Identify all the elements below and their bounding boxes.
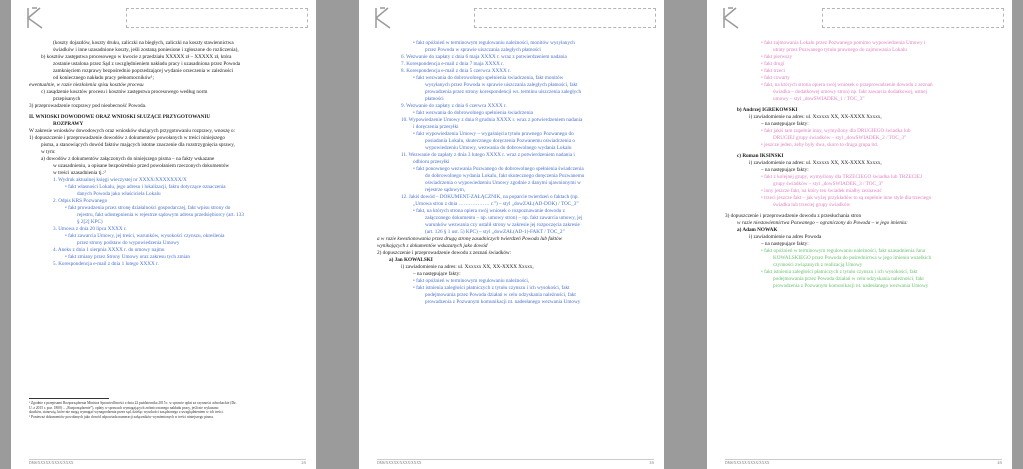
text-line: wypowiedzeniu Umowy, wezwania do dobrowolnego wydania Lokalu (425, 145, 572, 151)
footer-page-number: 3/6 (649, 461, 654, 465)
text-line: – na następujące fakty: (413, 271, 461, 277)
footnote-line: ² Ponieważ dokumentów powołanych jako dowód odpowiada numeracji załączników wymienionych w treści niniejszego pisma. (29, 414, 214, 419)
text-line: • fakt opóźnień w terminowym regulowaniu należności, monitów wysyłanych (413, 40, 575, 46)
text-line: przez strony podstaw do wypowiedzenia Umowy (77, 240, 180, 246)
text-line: – na następujące fakty: (761, 241, 809, 247)
text-line: w treści uzasadnienia tj.:² (53, 170, 106, 176)
text-line: • fakt zmiany przez Strony Umowy oraz zakresu tych zmian (65, 254, 190, 260)
text-line: c) Roman IKSIŃSKI (737, 153, 784, 159)
text-line: w uzasadnieniu, a opisane bezpośrednio przed powołaniem rzeczonych dokumentów (53, 163, 230, 169)
text-line: 1. Wydruk aktualnej księgi wieczystej nr XXXX/XXXXXXX/X (53, 177, 187, 183)
text-line: ewentualnie, w razie niezłożenia spisu kosztów procesu (29, 82, 144, 88)
text-line: świadków i inne uzasadnione koszty, jeśli zostaną poniesione i zgłoszone do rozliczenia), (53, 47, 239, 53)
text-line: • fakt trzeci (761, 68, 785, 74)
text-line: i) zawiadomienie na adres: ul. Xxxxxx XX, XX-XXXX Xxxxx, (749, 160, 882, 166)
text-line: 12. Jakiś dowód – DOKUMENT-ZAŁĄCZNIK, na poparcie twierdzeń o faktach (np. (401, 194, 579, 200)
text-line: do dobrowolnego wydania Lokalu, fakt skutecznego doręczenia Pozwanemu (425, 173, 585, 179)
company-logo-icon (25, 7, 45, 29)
footer-doc-id: DMS/XXXXX/XXXX/XXXX (377, 461, 422, 465)
text-line: świadka lub trzeciej grupy świadków (773, 202, 851, 208)
text-line: • fakt opóźnień w terminowym regulowaniu należności, fakt uzasadnienia Jana (761, 248, 926, 254)
text-line: (art. 126 § 1 ust. 5) KPC) – styl „dowZAŁ(AD-1)-FAKT / TOC_2” (425, 229, 565, 235)
text-line: a) dowodów z dokumentów załączonych do niniejszego pisma – na fakty wskazane (41, 156, 215, 162)
text-line: • fakt, na których strona opiera swój wniosek o rozpoznawanie dowodu z (413, 208, 565, 214)
text-line: świadka – dodatkowej umowy stron) np. fakt zawarcia dodatkowej, ustnej (773, 89, 927, 95)
text-line: od koniecznego nakładu pracy pełnomocników¹; (53, 75, 154, 81)
text-line: podejmowania przez Powoda działań w celu odzyskania należności, fakt (425, 292, 576, 298)
text-line: • trzeci jeszcze fakt – jak wyżej przykładów to są zupełnie inne style dla trzeciego (761, 195, 932, 201)
text-line: – na następujące fakty: (761, 121, 809, 127)
text-line: • fakt wypowiedzenia Umowy – wygaśnięcia tytułu prawnego Pozwanego do (413, 131, 574, 137)
text-line: i) zawiadomienie na adres Powoda (749, 234, 822, 240)
text-line: pisma, a stanowiących dowód faktów mających istotne znaczenie dla rozstrzygnięcia sprawy, (41, 142, 235, 148)
footnote-rule (29, 398, 109, 399)
text-line: • fakt wezwania do dobrowolnego spełnienia świadczenia, fakt monitów (413, 75, 564, 81)
text-line: w tym: (41, 149, 56, 155)
text-line: oświadczenia o wypowiedzeniu Umowy zgodnie z danymi ujawnionymi w (425, 180, 581, 186)
text-line: wynikających z dokumentów wskazanych jako dowód (377, 243, 488, 249)
text-line: 1) dopuszczenie i przeprowadzenie dowodów z dokumentów powołanych w treści niniejszego (29, 135, 225, 141)
text-line: danych Powoda jako właściciela Lokalu (77, 191, 161, 197)
page-footer (377, 459, 654, 465)
text-line: • fakt czwarty (761, 75, 790, 81)
footnote-line: skutków, stanowią, które nie mogą wymagać wynagrodzenia przez sąd, dzieląc wysokości zasądzonego z uwzględnieniem w ich treści. (29, 410, 224, 415)
text-line: utraty przez Pozwanego tytułu prawnego do zajmowania Lokalu (773, 47, 907, 53)
text-line: umowy – styl „dowŚWIADEK_1 / TOC_3” (773, 96, 865, 102)
header-placeholder-box (126, 8, 308, 28)
text-line: W zakresie wniosków dowodowych oraz wniosków służących przygotowaniu rozprawy, wnoszę o: (29, 128, 236, 134)
text-line: zostanie ustalona przez Sąd z uwzględnieniem nakładu pracy i uzasadniona przez Powoda (53, 61, 241, 67)
text-line: ROZPRAWY (53, 121, 84, 127)
text-line: • fakt zawarcia Umowy, jej treści, warunków, wysokości czynszu, określenia (65, 233, 225, 239)
text-line: 11. Wezwanie do zapłaty z dnia 3 lutego XXXX r. wraz z potwierdzeniem nadania i (401, 152, 575, 158)
text-line: • fakt istnienia zaległości płatniczych z tytułu czynszu i ich wysokości, fakt (413, 285, 570, 291)
page-content (29, 40, 306, 268)
company-logo-icon (373, 7, 393, 29)
document-page-3 (707, 0, 1012, 469)
document-page-1 (11, 0, 316, 469)
footnote-line: ¹ Zgodnie z przepisami Rozporządzenia Ministra Sprawiedliwości z dnia 22 października 2015 r. w sprawie opłat za czynności adwokackie (Dz. (29, 401, 237, 405)
text-line: • fakt jakiś tam zupełnie inny, wymyślony dla DRUGIEGO świadka lub (761, 128, 911, 134)
text-line: rejestru, fakt udostępnienia w rejestrze sądowym adresu przedsiębiorcy (art. 133 (77, 212, 244, 218)
text-line: przepisanych (53, 96, 81, 102)
footer-page-number: 4/6 (997, 461, 1002, 465)
text-line: • fakt ponownego wezwania Pozwanego do dobrowolnego spełnienia świadczenia (413, 166, 584, 172)
text-line: wysyłanych przez Powoda w sprawie uiszczania zaległych płatności, fakt (425, 82, 578, 88)
text-line: 8. Korespondencja e-mail z dnia 5 czerwca XXXX r. (401, 68, 511, 74)
text-line: • fakt opóźnień w terminowym regulowaniu należności, (413, 278, 530, 284)
footnote-line: U. z 2015 r. poz. 1800) – „Rozporządzenie”), opłaty w sprawach wymagających zróżnicowanego nakładu pracy, jeśli nie wykazano (29, 405, 219, 410)
text-line: 5. Korespondencja e-mail z dnia 1 lutego XXXX r. (53, 261, 159, 267)
text-line: • jeszcze jeden, żeby były dwa, skoro to druga grupa itd. (761, 142, 879, 148)
text-line: b) kosztów zastępstwa procesowego w kwocie z przedziału XXXXX zł – XXXXX zł, która (41, 54, 232, 60)
text-line: 10. Wypowiedzenie Umowy z dnia 8 grudnia XXXX r. wraz z potwierdzeniem nadania (401, 117, 583, 123)
text-line: „Umowa stron z dnia ……………… r.”) – styl „dowZAŁ(AD-DOK) / TOC_3” (413, 201, 579, 207)
page-footer (725, 459, 1002, 465)
page-content (725, 40, 1002, 290)
text-line: 7. Korespondencja e-mail z dnia 7 maja XXXX r. (401, 61, 504, 67)
text-line: prowadzenia przez strony korespondencji ws. terminu uiszczenia zaległych (425, 89, 582, 95)
text-line: a) Jan KOWALSKI (389, 257, 433, 263)
text-line: • fakt prowadzenia przez stronę działalności gospodarczej, fakt wpisu strony do (65, 205, 231, 211)
text-line: (koszty dojazdów, koszty druku, zaliczki na biegłych, zaliczki na koszty stawiennictwa (53, 40, 234, 46)
footer-doc-id: DMS/XXXXX/XXXX/XXXX (725, 461, 770, 465)
text-line: i) zawiadomienie na adres: ul. Xxxxxx XX, XX-XXXX Xxxxx, (749, 114, 882, 120)
text-line: 2. Odpis KRS Pozwanego (53, 198, 108, 204)
text-line: • inny jeszcze fakt, na który ten świadek miałby zeznawać (761, 188, 882, 194)
text-line: zamknięciem rozprawy bezpośrednio poprzedzającej wydanie orzeczenia w zależności (53, 68, 234, 74)
text-line: • fakt własności Lokalu, jego adresu i lokalizacji, faktu dotyczące oznaczenia (65, 184, 226, 190)
text-line: załączonego dokumentu – np. umowy stron) – np. fakt zawarcia umowy, jej (425, 215, 583, 221)
text-line: c) zasądzenie kosztów procesu i kosztów zastępstwa procesowego według norm (41, 89, 208, 95)
text-line: 3) dopuszczenie i przeprowadzenie dowodu z przesłuchania stron (725, 213, 862, 219)
text-line: i doręczenia przesyłki (413, 124, 459, 130)
text-line: w razie niestawiennictwa Pozwanego – ograniczony do Powoda – w jego imieniu: (737, 220, 908, 226)
text-line: 4. Aneks z dnia 1 sierpnia XXXX r. do umowy najmu (53, 247, 165, 253)
text-line: a w razie kwestionowania przez drugą stronę zasadniczych twierdzeń Powoda lub faktów (377, 236, 563, 242)
text-line: rejestrze sądowym, (425, 187, 466, 193)
text-line: 2) dopuszczenie i przeprowadzenie dowodu z zeznań świadków: (377, 250, 512, 256)
text-line: 9. Wezwanie do zapłaty z dnia 6 czerwca XXXX r. (401, 103, 507, 109)
text-line: – na następujące fakty: (761, 167, 809, 173)
text-line: podejmowania przez Powoda działań w celu odzyskania należności, fakt (773, 276, 924, 282)
text-line: prowadzenia z Pozwanym komunikacji nt. nadesłanego wezwania Umowy (425, 299, 581, 305)
text-line: KOWALSKIEGO przez Powoda do pośrednictwa w jego imieniu wszelkich (773, 255, 932, 261)
text-line: i) zawiadomienie na adres: ul. Xxxxxx XX, XX-XXXX Xxxxx, (401, 264, 534, 270)
text-line: prowadzenia z Pozwanym komunikacji nt. nadesłanego wezwania Umowy (773, 283, 929, 289)
footer-page-number: 2/6 (301, 461, 306, 465)
text-line: • fakt zajmowania Lokalu przez Pozwanego pomimo wypowiedzenia Umowy i (761, 40, 926, 46)
text-line: • fakt, na których strona opiera swój wniosek o przeprowadzenie dowodu z zeznań (761, 82, 933, 88)
text-line: 6. Wezwanie do zapłaty z dnia 6 maja XXXX r. wraz z potwierdzeniem nadania (401, 54, 567, 60)
text-line: posiadania Lokalu, skutecznego doręczenia Pozwanemu oświadczenia o (425, 138, 575, 144)
page-footer (29, 459, 306, 465)
text-line: grupy świadków – styl „dowŚWIADEK_3 / TOC_3” (773, 181, 884, 187)
header-placeholder-box (822, 8, 1004, 28)
text-line: • fakt drugi (761, 61, 785, 67)
header-placeholder-box (474, 8, 656, 28)
text-line: odbioru przesyłki (413, 159, 450, 165)
footer-doc-id: DMS/XXXXX/XXXX/XXXX (29, 461, 74, 465)
footnotes (29, 401, 306, 419)
text-line: • fakt istnienia zaległości płatniczych z tytułu czynszu i ich wysokości, fakt (761, 269, 918, 275)
text-line: • fakt wezwania do dobrowolnego spełnienia świadczenia (413, 110, 533, 116)
text-line: § 2[2] KPC) (77, 219, 103, 225)
text-line: a) Adam NOWAK (737, 227, 778, 233)
company-logo-icon (721, 7, 741, 29)
page-content (377, 40, 654, 306)
text-line: 3) przeprowadzenie rozprawy pod nieobecność Powoda. (29, 103, 147, 109)
text-line: płatności (425, 96, 444, 102)
text-line: • fakt pierwszy (761, 54, 793, 60)
text-line: II. WNIOSKI DOWODOWE ORAZ WNIOSKI SŁUŻĄCE PRZYGOTOWANIU (29, 114, 211, 120)
text-line: b) Andrzej IGREKOWSKI (737, 107, 798, 113)
text-line: przez Powoda w sprawie uiszczania zaległych płatności (425, 47, 541, 53)
text-line: warunków wezwania czy ustalił strony w zakresie jej rozpoczęcia zakresie (425, 222, 580, 228)
text-line: 3. Umowa z dnia 20 lipca XXXX r. (53, 226, 127, 232)
text-line: • fakt z kolejnej grupy, wymyślony dla TRZECIEGO świadka lub TRZECIEJ (761, 174, 923, 180)
text-line: czynności związanych z realizacją Umowy (773, 262, 863, 268)
text-line: DRUGIEJ grupy świadków – styl „dowŚWIADEK_2 / TOC_3” (773, 135, 907, 141)
document-page-2 (359, 0, 664, 469)
